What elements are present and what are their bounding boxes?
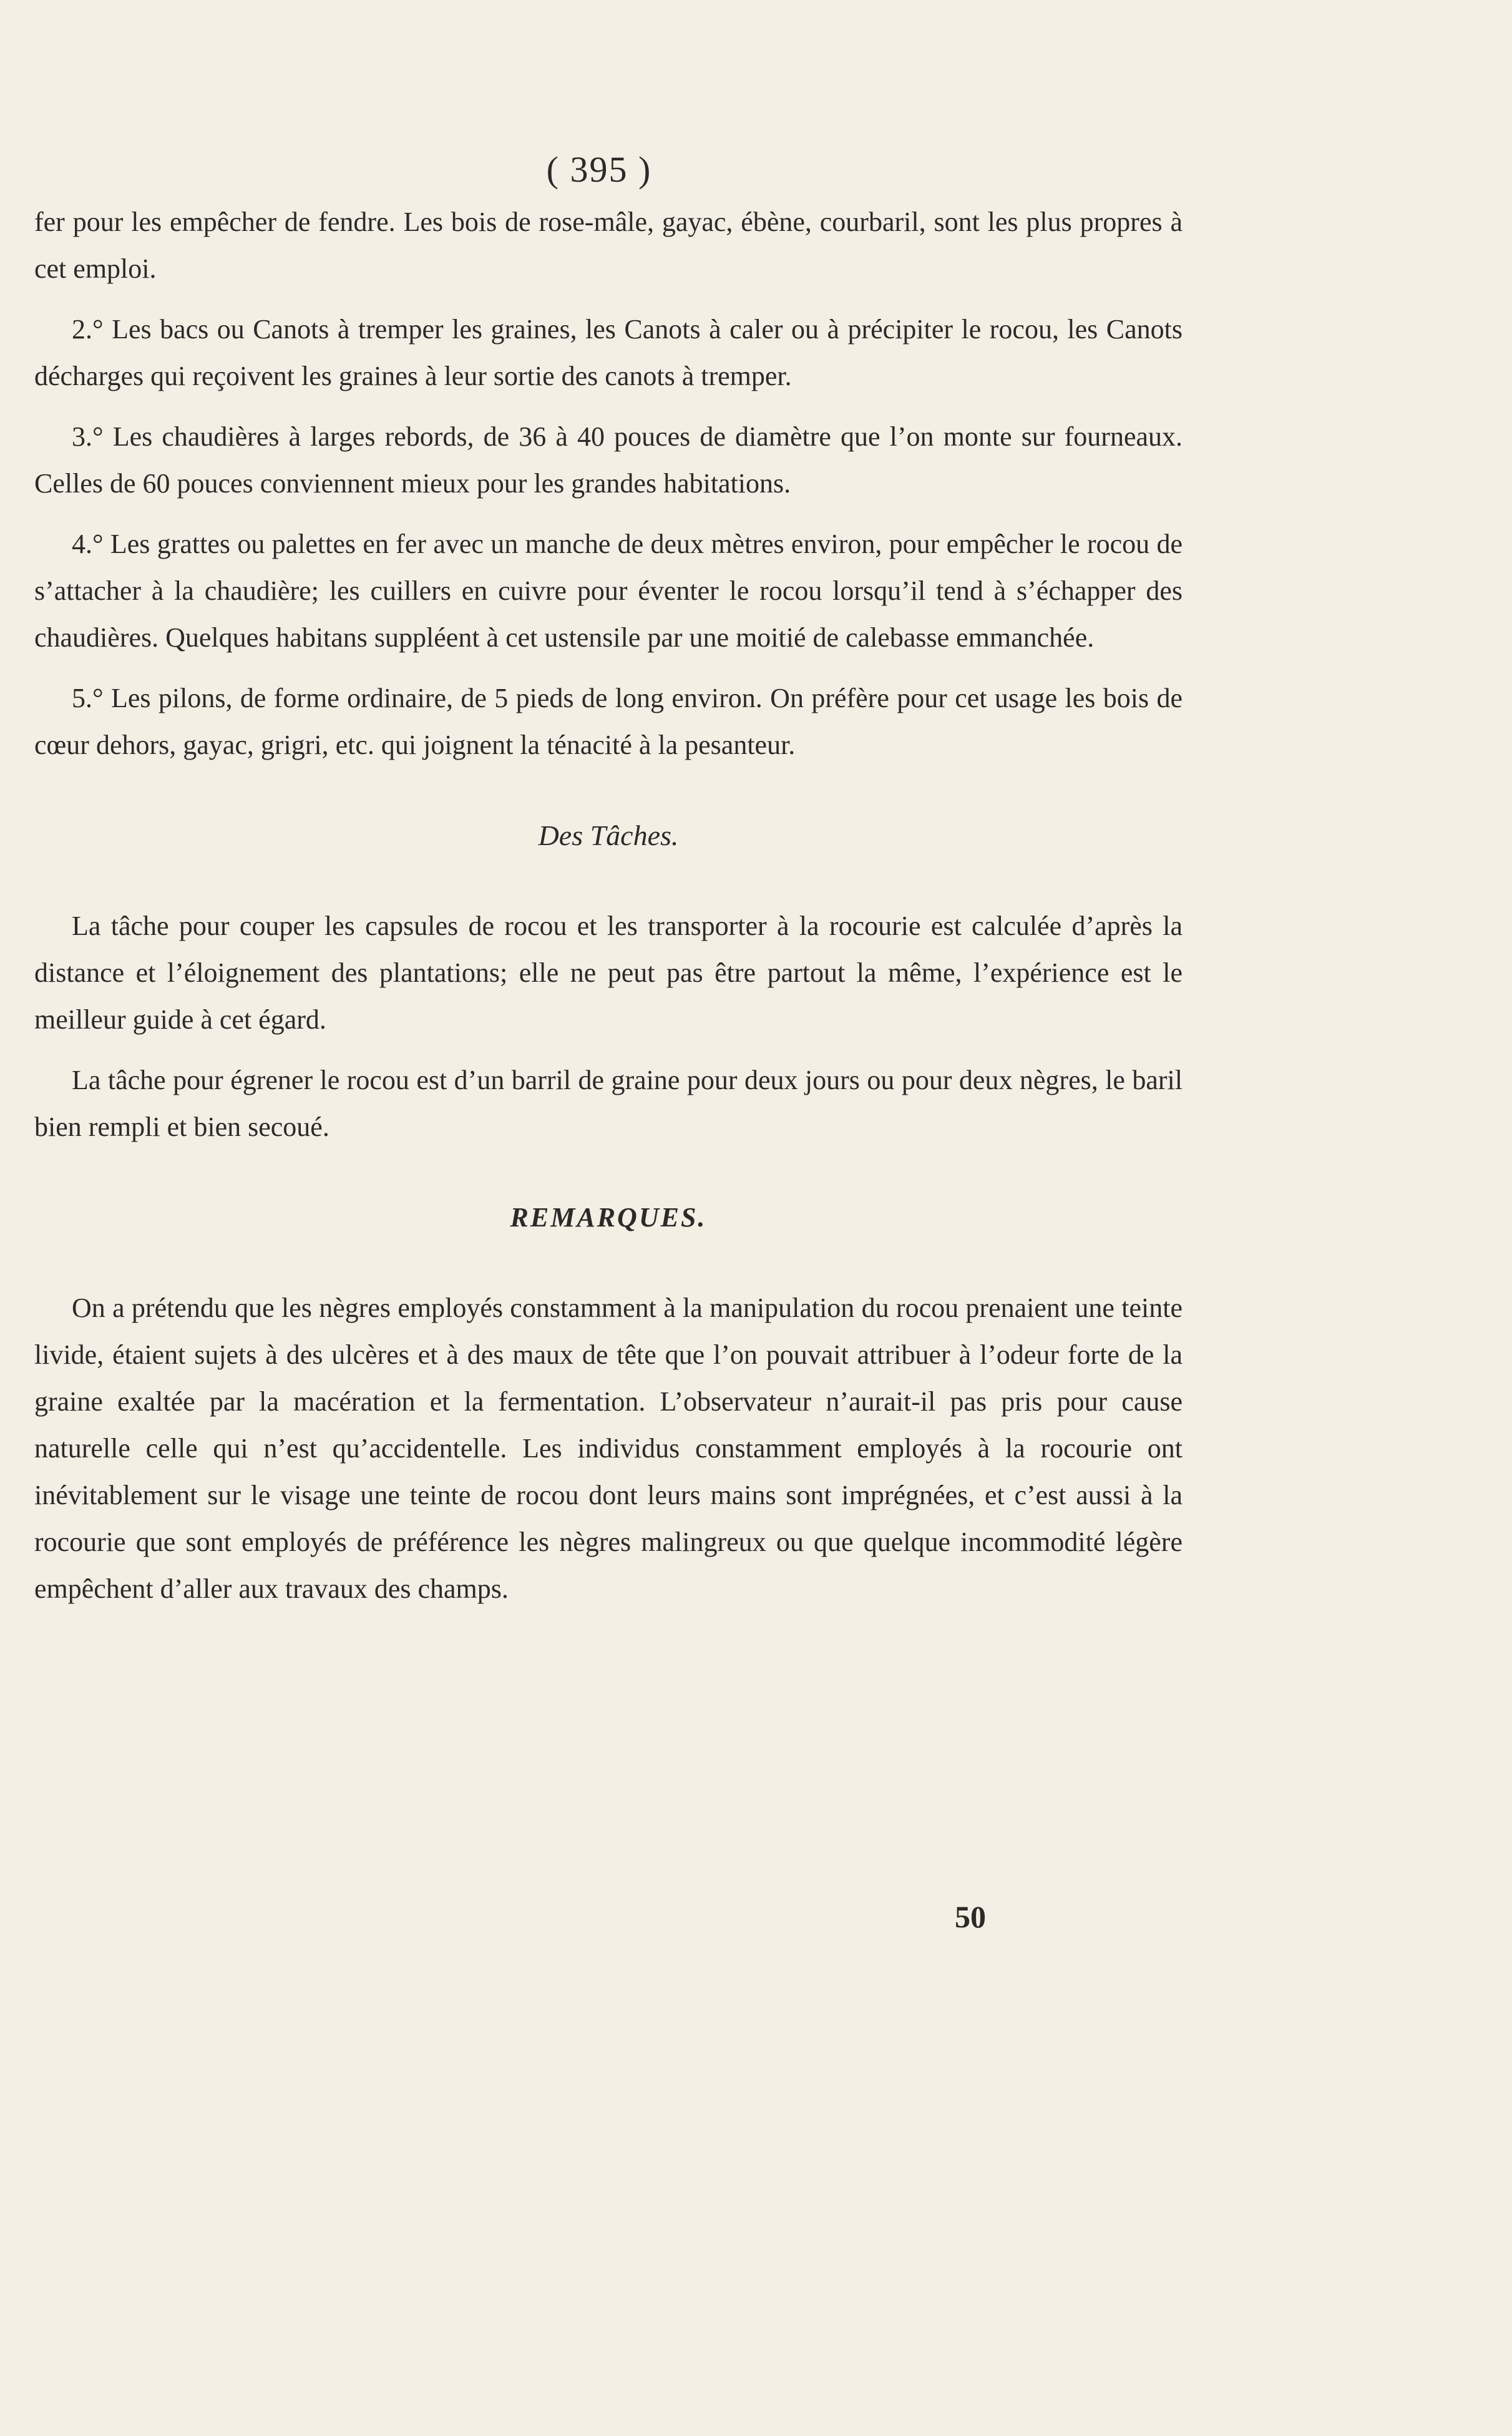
paragraph-continuation: fer pour les empêcher de fendre. Les bois de rose-mâle, gayac, ébène, courbaril, sont les plus propres à cet emploi. <box>34 207 1183 284</box>
page-number: ( 395 ) <box>546 149 652 190</box>
section-heading-taches: Des Tâches. <box>538 819 679 851</box>
paragraph-tache-couper: La tâche pour couper les capsules de rocou et les transporter à la rocourie est calculée d’après la distance et l’éloignement des plantations; elle ne peut pas être partout la même, l’expérience est le meilleur guide à cet égard. <box>34 911 1183 1035</box>
paragraph-item-4: 4.° Les grattes ou palettes en fer avec un manche de deux mètres environ, pour empêcher le rocou de s’attacher à la chaudière; les cuillers en cuivre pour éventer le rocou lorsqu’il tend à s’échapper des chaudières. Quelques habitans suppléent à cet ustensile par une moitié de calebasse emmanchée. <box>34 529 1183 653</box>
paragraph-remarques: On a prétendu que les nègres employés constamment à la manipulation du rocou prenaient une teinte livide, étaient sujets à des ulcères et à des maux de tête que l’on pouvait attribuer à l’odeur forte de la graine exaltée par la macération et la fermentation. L’observateur n’aurait-il pas pris pour cause naturelle celle qui n’est qu’accidentelle. Les individus constamment employés à la rocourie ont inévitablement sur le visage une teinte de rocou dont leurs mains sont imprégnées, et c’est aussi à la rocourie que sont employés de préférence les nègres malingreux ou que quelque incommodité légère empêchent d’aller aux travaux des champs. <box>34 1293 1183 1604</box>
paragraph-item-2: 2.° Les bacs ou Canots à tremper les graines, les Canots à caler ou à précipiter le rocou, les Canots décharges qui reçoivent les graines à leur sortie des canots à tremper. <box>34 314 1183 391</box>
paragraph-item-5: 5.° Les pilons, de forme ordinaire, de 5 pieds de long environ. On préfère pour cet usage les bois de cœur dehors, gayac, grigri, etc. qui joignent la ténacité à la pesanteur. <box>34 683 1183 760</box>
body-text <box>34 198 1183 1612</box>
paragraph-tache-egrener: La tâche pour égrener le rocou est d’un barril de graine pour deux jours ou pour deux nègres, le baril bien rempli et bien secoué. <box>34 1065 1183 1142</box>
paragraph-item-3: 3.° Les chaudières à larges rebords, de 36 à 40 pouces de diamètre que l’on monte sur fourneaux. Celles de 60 pouces conviennent mieux pour les grandes habitations. <box>34 421 1183 499</box>
signature-mark: 50 <box>955 1899 986 1934</box>
section-heading-remarques: REMARQUES. <box>510 1202 707 1233</box>
